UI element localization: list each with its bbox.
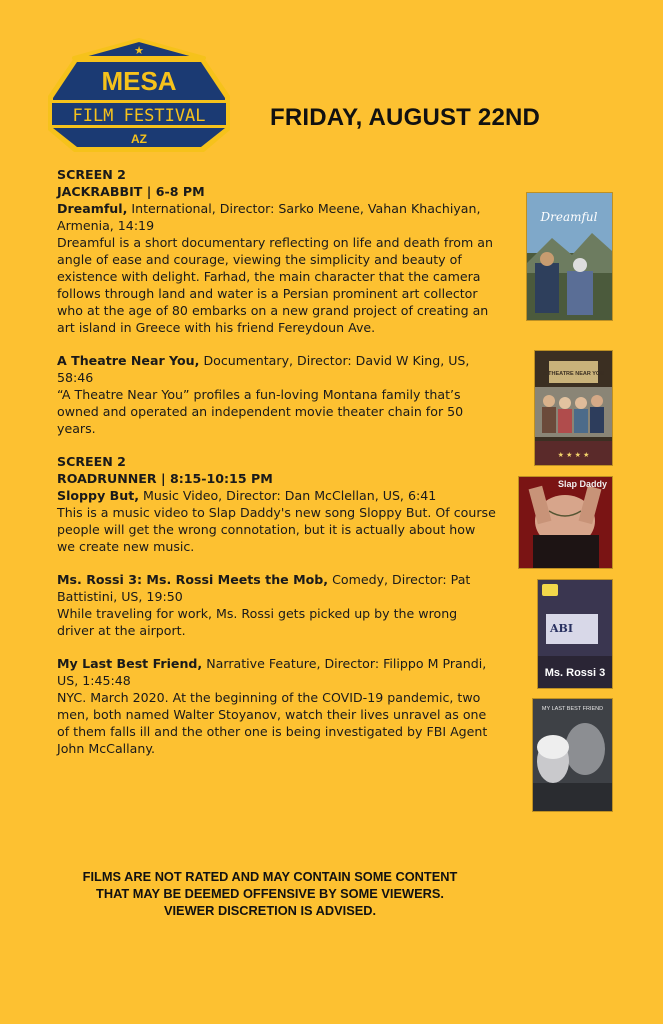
- film-description: NYC. March 2020. At the beginning of the COVID-19 pandemic, two men, both named Walter Stoyanov, watch their lives unravel as one of them falls ill and the other one is being investigated by FBI Agent John McCallany.: [57, 690, 488, 756]
- screen-label: SCREEN 2: [57, 167, 126, 182]
- poster-title: Slap Daddy: [557, 479, 607, 489]
- film-entry-sloppy-but: [57, 487, 497, 555]
- star-icon: ★: [134, 44, 144, 57]
- film-title: A Theatre Near You,: [57, 353, 200, 368]
- program-label: ROADRUNNER | 8:15-10:15 PM: [57, 471, 273, 486]
- film-description: While traveling for work, Ms. Rossi gets picked up by the wrong driver at the airport.: [57, 606, 458, 638]
- poster-ms-rossi-3: [538, 580, 612, 688]
- svg-text:★ ★ ★ ★: ★ ★ ★ ★: [557, 451, 590, 459]
- logo-film-festival: FILM FESTIVAL: [72, 106, 206, 126]
- film-entry-dreamful: [57, 200, 497, 336]
- film-entry-ms-rossi-3: [57, 571, 497, 639]
- poster-dreamful: [527, 193, 612, 320]
- svg-text:ABI: ABI: [550, 622, 573, 635]
- disclaimer-advisory: VIEWER DISCRETION IS ADVISED.: [163, 903, 377, 918]
- page-title: FRIDAY, AUGUST 22ND: [270, 104, 541, 131]
- program-label: JACKRABBIT | 6-8 PM: [57, 184, 205, 199]
- film-title: Sloppy But,: [57, 488, 140, 503]
- logo-az: AZ: [131, 132, 147, 146]
- poster-sloppy-but: [519, 477, 612, 568]
- festival-logo: [44, 38, 234, 156]
- film-entry-my-last-best-friend: [57, 655, 497, 757]
- film-entry-a-theatre-near-you: [57, 352, 497, 437]
- film-meta: International, Director: Sarko Meene, Vahan Khachiyan, Armenia, 14:19: [57, 201, 481, 233]
- screen-label: SCREEN 2: [57, 454, 126, 469]
- film-meta: Comedy, Director: Pat Battistini, US, 19:50: [57, 572, 471, 604]
- film-title: Ms. Rossi 3: Ms. Rossi Meets the Mob,: [57, 572, 329, 587]
- logo-mesa: MESA: [101, 66, 177, 96]
- poster-title: MY LAST BEST FRIEND: [541, 706, 604, 712]
- schedule: [57, 166, 497, 773]
- film-meta: Documentary, Director: David W King, US, 58:46: [57, 353, 470, 385]
- film-meta: Narrative Feature, Director: Filippo M Prandi, US, 1:45:48: [57, 656, 487, 688]
- film-description: Dreamful is a short documentary reflecting on life and death from an angle of ease and courage, viewing the simplicity and beauty of existence with delight. Farhad, the main character that the camera follows through land and water is a Persian prominent art collector who at the age of 80 embarks on a new grand project of creating an art island in Greece with his friend Fereydoun Ave.: [57, 235, 493, 335]
- film-title: My Last Best Friend,: [57, 656, 203, 671]
- poster-my-last-best-friend: [533, 699, 612, 811]
- film-meta: Music Video, Director: Dan McClellan, US, 6:41: [139, 488, 437, 503]
- poster-title: Dreamful: [540, 210, 598, 224]
- film-title: Dreamful,: [57, 201, 128, 216]
- disclaimer: [30, 868, 510, 919]
- poster-title: A THEATRE NEAR YOU: [542, 371, 605, 377]
- film-description: “A Theatre Near You” profiles a fun-loving Montana family that’s owned and operated an independent movie theater chain for 50 years.: [57, 387, 464, 436]
- disclaimer-line: FILMS ARE NOT RATED AND MAY CONTAIN SOME CONTENT THAT MAY BE DEEMED OFFENSIVE BY SOME VIEWERS.: [82, 869, 458, 901]
- film-description: This is a music video to Slap Daddy's new song Sloppy But. Of course people will get the wrong connotation, but it is actually about how we create new music.: [57, 505, 496, 554]
- poster-a-theatre-near-you: [535, 351, 612, 465]
- poster-title: Ms. Rossi 3: [544, 667, 606, 679]
